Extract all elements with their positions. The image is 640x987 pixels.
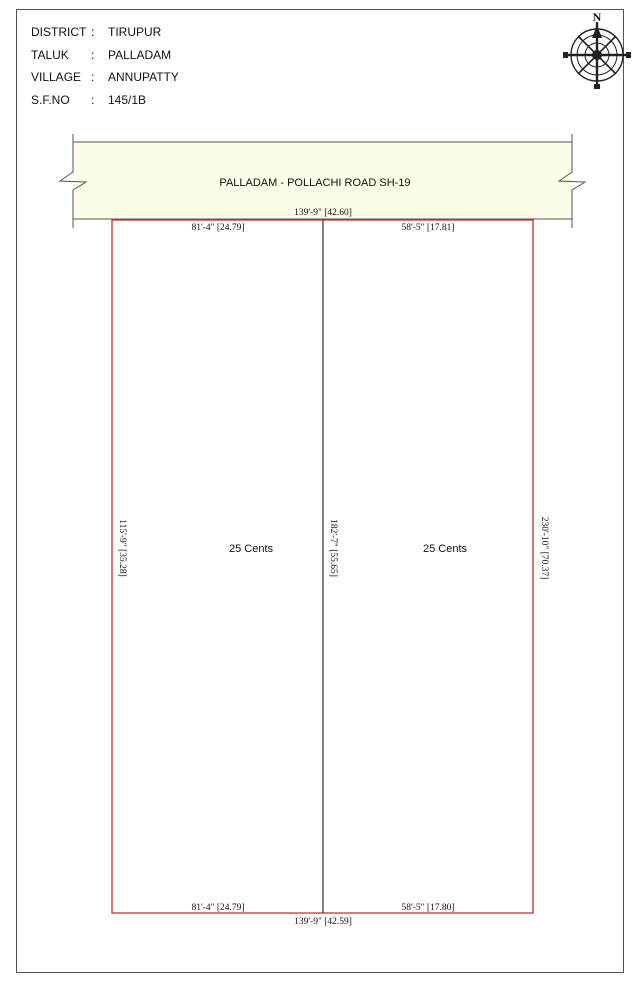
district-label: DISTRICT [31, 25, 87, 39]
village-sep: : [91, 70, 95, 84]
left-plot-boundary [112, 220, 323, 913]
compass-rose-icon [563, 22, 631, 89]
taluk-value: PALLADAM [108, 47, 172, 62]
village-label: VILLAGE [31, 70, 82, 84]
taluk-sep: : [91, 47, 95, 62]
village-value: ANNUPATTY [108, 70, 179, 84]
dim-top-left: 81'-4" [24.79] [191, 223, 245, 233]
dim-bottom-total: 139'-9" [42.59] [294, 917, 352, 927]
road-label: PALLADAM - POLLACHI ROAD SH-19 [219, 177, 411, 189]
dim-top-total: 139'-9" [42.60] [294, 208, 352, 218]
right-plot-boundary [323, 220, 533, 913]
dim-bottom-right: 58'-5" [17.80] [401, 903, 455, 913]
sfno-sep: : [91, 92, 95, 107]
sfno-value: 145/1B [108, 92, 147, 107]
dim-bottom-left: 81'-4" [24.79] [191, 903, 245, 913]
dim-right-side: 230'-10" [70.37] [539, 516, 549, 580]
north-label: N [592, 10, 602, 24]
taluk-label: TALUK [31, 47, 69, 62]
dim-left-side: 115'-9" [35.28] [117, 519, 127, 577]
left-plot-area: 25 Cents [228, 543, 274, 555]
right-plot-area: 25 Cents [422, 543, 468, 555]
district-value: TIRUPUR [108, 25, 162, 39]
district-sep: : [91, 25, 95, 39]
sfno-label: S.F.NO [31, 92, 70, 107]
dim-middle-line: 182'-7" [55.65] [328, 519, 338, 577]
dim-top-right: 58'-5" [17.81] [401, 223, 455, 233]
